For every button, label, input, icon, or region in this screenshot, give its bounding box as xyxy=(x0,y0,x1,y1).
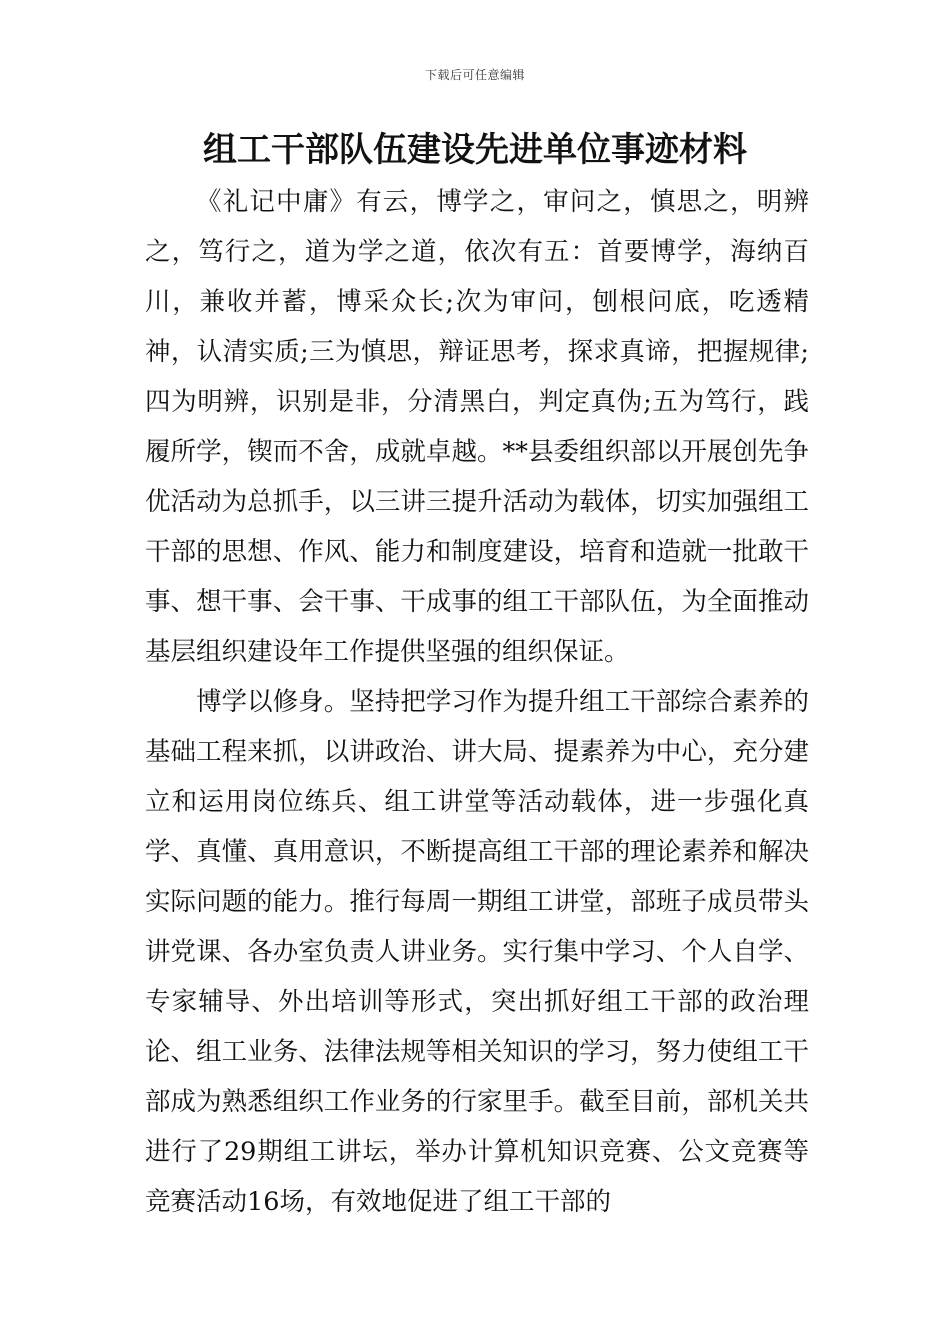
header-note: 下载后可任意编辑 xyxy=(424,68,525,82)
paragraph-intro: 《礼记中庸》有云，博学之，审问之，慎思之，明辨之，笃行之，道为学之道，依次有五：首要博学，海纳百川，兼收并蓄，博采众长;次为审问，刨根问底，吃透精神，认清实质;三为慎思，辩证思考，探求真谛，把握规律;四为明辨，识别是非，分清黑白，判定真伪;五为笃行，践履所学，锲而不舍，成就卓越。**县委组织部以开展创先争优活动为总抓手，以三讲三提升活动为载体，切实加强组工干部的思想、作风、能力和制度建设，培育和造就一批敢干事、想干事、会干事、干成事的组工干部队伍，为全面推动基层组织建设年工作提供坚强的组织保证。 xyxy=(145,187,809,667)
document-body xyxy=(145,177,809,1227)
document-title: 组工干部队伍建设先进单位事迹材料 xyxy=(203,130,747,170)
paragraph-study: 博学以修身。坚持把学习作为提升组工干部综合素养的基础工程来抓，以讲政治、讲大局、提素养为中心，充分建立和运用岗位练兵、组工讲堂等活动载体，进一步强化真学、真懂、真用意识，不断提高组工干部的理论素养和解决实际问题的能力。推行每周一期组工讲堂，部班子成员带头讲党课、各办室负责人讲业务。实行集中学习、个人自学、专家辅导、外出培训等形式，突出抓好组工干部的政治理论、组工业务、法律法规等相关知识的学习，努力使组工干部成为熟悉组织工作业务的行家里手。截至目前，部机关共进行了29期组工讲坛，举办计算机知识竞赛、公文竞赛等竞赛活动16场，有效地促进了组工干部的 xyxy=(145,687,809,1217)
